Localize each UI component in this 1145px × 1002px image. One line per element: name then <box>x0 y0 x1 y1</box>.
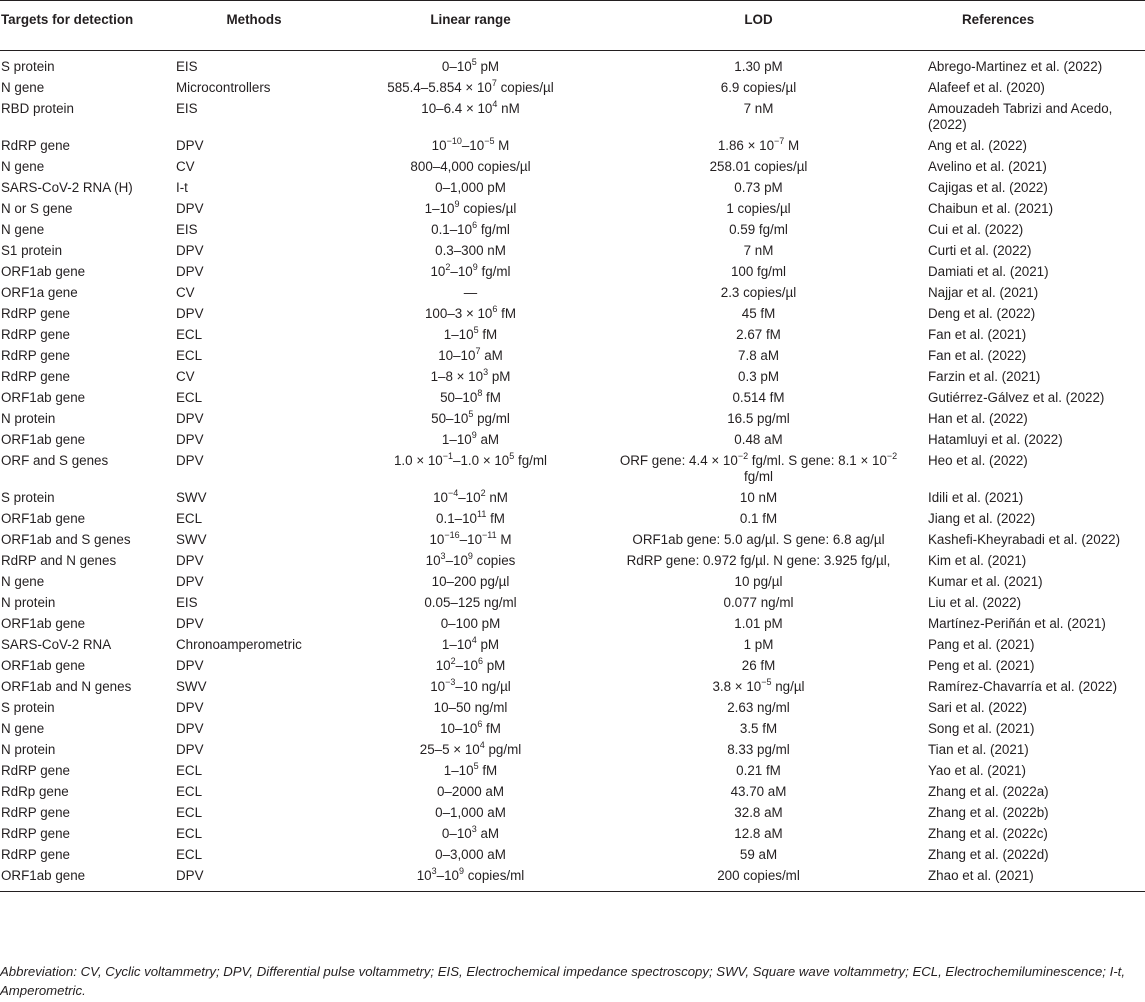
cell-method: SWV <box>176 679 207 694</box>
exponent: 4 <box>479 739 485 750</box>
cell-reference: Farzin et al. (2021) <box>928 369 1041 384</box>
cell-reference: Kumar et al. (2021) <box>928 574 1043 589</box>
cell-lod: 2.67 fM <box>736 327 781 342</box>
header-row <box>0 1 1145 51</box>
cell-reference: Amouzadeh Tabrizi and Acedo, (2022) <box>928 101 1113 132</box>
cell-reference: Alafeef et al. (2020) <box>928 80 1045 95</box>
cell-reference: Kim et al. (2021) <box>928 553 1027 568</box>
exponent: 7 <box>491 77 497 88</box>
table-row <box>0 719 1145 740</box>
table-row <box>0 698 1145 719</box>
cell-method: ECL <box>176 847 203 862</box>
exponent: 6 <box>477 718 483 729</box>
cell-lod: 0.514 fM <box>732 390 785 405</box>
cell-target: RBD protein <box>1 101 74 116</box>
cell-method: I-t <box>176 180 188 195</box>
exponent: 9 <box>454 198 460 209</box>
cell-target: RdRP gene <box>1 763 70 778</box>
cell-method: DPV <box>176 453 204 468</box>
table-row <box>0 782 1145 803</box>
cell-reference: Damiati et al. (2021) <box>928 264 1049 279</box>
exponent: 4 <box>492 98 498 109</box>
cell-method: SWV <box>176 532 207 547</box>
exponent: −1 <box>442 450 454 461</box>
abbreviation-footnote: Abbreviation: CV, Cyclic voltammetry; DPV, Differential pulse voltammetry; EIS, Electrochemical impedance spectroscopy; SWV, Square wave voltammetry; ECL, Electrochemiluminescence; I-t, Amperometric. <box>0 964 1125 998</box>
cell-lod: 0.21 fM <box>736 763 781 778</box>
cell-lod: 1.30 pM <box>734 59 783 74</box>
header-targets: Targets for detection <box>1 12 134 27</box>
cell-reference: Idili et al. (2021) <box>928 490 1024 505</box>
table-row <box>0 530 1145 551</box>
cell-linear-range: $25-5 \times 10^4$ pg/ml <box>419 739 522 757</box>
cell-reference: Kashefi-Kheyrabadi et al. (2022) <box>928 532 1121 547</box>
cell-reference: Fan et al. (2022) <box>928 348 1027 363</box>
cell-method: DPV <box>176 243 204 258</box>
cell-method: ECL <box>176 348 203 363</box>
cell-reference: Deng et al. (2022) <box>928 306 1036 321</box>
cell-target: N protein <box>1 411 56 426</box>
cell-linear-range: $1-10^5$ fM <box>443 324 498 342</box>
cell-linear-range: 0–1,000 aM <box>435 805 506 820</box>
exponent: 11 <box>477 508 487 519</box>
cell-reference: Curti et al. (2022) <box>928 243 1032 258</box>
cell-reference: Han et al. (2022) <box>928 411 1028 426</box>
cell-linear-range: $1-10^9$ aM <box>441 429 500 447</box>
cell-linear-range: $0.1-10^{11}$ fM <box>436 508 505 526</box>
cell-target: N gene <box>1 222 45 237</box>
cell-method: EIS <box>176 595 198 610</box>
cell-target: ORF1ab gene <box>1 868 86 883</box>
exponent: −7 <box>774 135 785 146</box>
cell-linear-range: $10^3-10^9$ copies <box>425 550 516 568</box>
cell-lod: 45 fM <box>741 306 776 321</box>
table-row <box>0 740 1145 761</box>
cell-reference: Liu et al. (2022) <box>928 595 1022 610</box>
table-body <box>0 51 1145 892</box>
cell-linear-range: 0–3,000 aM <box>435 847 506 862</box>
cell-method: DPV <box>176 553 204 568</box>
cell-target: ORF1ab and S genes <box>1 532 131 547</box>
cell-target: S1 protein <box>1 243 63 258</box>
cell-lod: 0.48 aM <box>734 432 783 447</box>
cell-linear-range: $10^{-3}-10$ ng/µl <box>430 676 511 694</box>
cell-method: DPV <box>176 138 204 153</box>
cell-lod: ORF1ab gene: 5.0 ag/µl. S gene: 6.8 ag/µl <box>632 532 885 547</box>
cell-linear-range: — <box>463 285 478 300</box>
table-row <box>0 614 1145 635</box>
cell-linear-range: $10^{-10}-10^{-5}$ M <box>431 135 510 153</box>
table-row <box>0 136 1145 157</box>
cell-linear-range: $1.0 \times 10^{-1}-1.0 \times 10^5$ fg/ml <box>393 450 548 468</box>
cell-method: DPV <box>176 658 204 673</box>
table-row <box>0 451 1145 488</box>
cell-lod: 12.8 aM <box>734 826 783 841</box>
cell-linear-range: 0.05–125 ng/ml <box>424 595 517 610</box>
cell-lod: 0.59 fg/ml <box>729 222 788 237</box>
cell-linear-range: 10–50 ng/ml <box>433 700 508 715</box>
exponent: 6 <box>492 303 498 314</box>
cell-method: DPV <box>176 432 204 447</box>
exponent: −3 <box>445 676 456 687</box>
cell-target: RdRP gene <box>1 369 70 384</box>
cell-method: DPV <box>176 742 204 757</box>
exponent: 3 <box>483 366 489 377</box>
cell-reference: Cui et al. (2022) <box>928 222 1024 237</box>
table-row <box>0 509 1145 530</box>
cell-target: RdRp gene <box>1 784 69 799</box>
cell-method: ECL <box>176 390 203 405</box>
cell-lod: 1 copies/µl <box>726 201 791 216</box>
cell-linear-range: $1-10^4$ pM <box>441 634 500 652</box>
cell-lod: 32.8 aM <box>734 805 783 820</box>
exponent: −10 <box>446 135 462 146</box>
exponent: 9 <box>471 429 477 440</box>
cell-method: DPV <box>176 721 204 736</box>
cell-lod: 3.5 fM <box>739 721 778 736</box>
cell-target: RdRP gene <box>1 306 70 321</box>
cell-linear-range: $0.1-10^6$ fg/ml <box>431 219 510 237</box>
table-row <box>0 304 1145 325</box>
cell-target: RdRP gene <box>1 327 70 342</box>
table-row <box>0 824 1145 845</box>
table-row <box>0 430 1145 451</box>
exponent: −16 <box>444 529 460 540</box>
cell-method: Chronoamperometric <box>176 637 302 652</box>
cell-reference: Cajigas et al. (2022) <box>928 180 1048 195</box>
exponent: 5 <box>509 450 515 461</box>
cell-lod: 0.077 ng/ml <box>723 595 794 610</box>
cell-lod: 0.73 pM <box>734 180 783 195</box>
cell-method: SWV <box>176 490 207 505</box>
cell-reference: Zhang et al. (2022a) <box>928 784 1049 799</box>
cell-reference: Hatamluyi et al. (2022) <box>928 432 1063 447</box>
cell-linear-range: $10^{-4}-10^2$ nM <box>433 487 508 505</box>
cell-lod: 10 pg/µl <box>734 574 783 589</box>
cell-target: ORF1ab gene <box>1 264 86 279</box>
header-references: References <box>962 12 1035 27</box>
table-row <box>0 346 1145 367</box>
exponent: 9 <box>467 550 473 561</box>
cell-target: N protein <box>1 595 56 610</box>
cell-reference: Pang et al. (2021) <box>928 637 1035 652</box>
cell-reference: Abrego-Martinez et al. (2022) <box>928 59 1103 74</box>
cell-lod: 16.5 pg/ml <box>727 411 790 426</box>
cell-method: ECL <box>176 826 203 841</box>
cell-linear-range: $10-10^6$ fM <box>440 718 501 736</box>
cell-target: SARS-CoV-2 RNA (H) <box>1 180 133 195</box>
table-row <box>0 488 1145 509</box>
table-row <box>0 220 1145 241</box>
header-linear-range: Linear range <box>430 12 511 27</box>
cell-method: EIS <box>176 222 198 237</box>
cell-lod: 7 nM <box>743 243 774 258</box>
table-row <box>0 677 1145 698</box>
exponent: 9 <box>472 261 478 272</box>
cell-target: S protein <box>1 700 55 715</box>
cell-linear-range: 0–100 pM <box>440 616 501 631</box>
cell-target: ORF and S genes <box>1 453 109 468</box>
cell-target: RdRP gene <box>1 138 70 153</box>
table-row <box>0 51 1145 79</box>
cell-method: DPV <box>176 201 204 216</box>
cell-target: RdRP gene <box>1 847 70 862</box>
cell-linear-range: $1-10^9$ copies/µl <box>424 198 517 216</box>
cell-lod: ORF gene: $4.4 \times 10^{-2}$ fg/ml. S gene: $8.1 \times 10^{-2}$ fg/ml <box>619 450 898 484</box>
cell-lod: 26 fM <box>741 658 776 673</box>
cell-lod: 0.3 pM <box>738 369 779 384</box>
table-row <box>0 572 1145 593</box>
cell-lod: 43.70 aM <box>730 784 787 799</box>
cell-target: ORF1ab and N genes <box>1 679 132 694</box>
cell-target: S protein <box>1 490 55 505</box>
cell-reference: Yao et al. (2021) <box>928 763 1027 778</box>
cell-method: DPV <box>176 700 204 715</box>
cell-method: DPV <box>176 411 204 426</box>
cell-reference: Fan et al. (2021) <box>928 327 1027 342</box>
cell-method: EIS <box>176 59 198 74</box>
cell-reference: Ramírez-Chavarría et al. (2022) <box>928 679 1118 694</box>
table-row <box>0 325 1145 346</box>
exponent: −5 <box>761 676 772 687</box>
cell-linear-range: $10^{-16}-10^{-11}$ M <box>429 529 512 547</box>
cell-target: N protein <box>1 742 56 757</box>
table-row <box>0 78 1145 99</box>
table-row <box>0 409 1145 430</box>
exponent: 9 <box>458 865 464 876</box>
table-header <box>0 1 1145 51</box>
cell-reference: Zhao et al. (2021) <box>928 868 1034 883</box>
table-row <box>0 241 1145 262</box>
exponent: 2 <box>480 487 486 498</box>
exponent: 3 <box>471 823 477 834</box>
cell-lod: 1.01 pM <box>734 616 783 631</box>
cell-method: DPV <box>176 868 204 883</box>
cell-lod: 8.33 pg/ml <box>727 742 790 757</box>
table-row <box>0 866 1145 892</box>
cell-linear-range: 800–4,000 copies/µl <box>410 159 531 174</box>
cell-method: EIS <box>176 101 198 116</box>
cell-linear-range: 0–1,000 pM <box>435 180 506 195</box>
cell-target: RdRP and N genes <box>1 553 117 568</box>
table-row <box>0 157 1145 178</box>
cell-lod: 0.1 fM <box>739 511 778 526</box>
cell-reference: Sari et al. (2022) <box>928 700 1027 715</box>
cell-lod: 10 nM <box>739 490 778 505</box>
cell-reference: Jiang et al. (2022) <box>928 511 1036 526</box>
cell-method: DPV <box>176 574 204 589</box>
cell-target: ORF1ab gene <box>1 390 86 405</box>
cell-target: ORF1ab gene <box>1 658 86 673</box>
exponent: 6 <box>477 655 483 666</box>
cell-linear-range: $10-10^7$ aM <box>438 345 503 363</box>
table-row <box>0 635 1145 656</box>
cell-target: ORF1ab gene <box>1 616 86 631</box>
cell-method: CV <box>176 285 195 300</box>
exponent: 2 <box>445 261 451 272</box>
exponent: 8 <box>477 387 483 398</box>
cell-target: ORF1a gene <box>1 285 78 300</box>
cell-target: N gene <box>1 80 45 95</box>
cell-linear-range: $10^2-10^6$ pM <box>435 655 506 673</box>
cell-reference: Avelino et al. (2021) <box>928 159 1047 174</box>
cell-target: S protein <box>1 59 55 74</box>
cell-reference: Peng et al. (2021) <box>928 658 1035 673</box>
exponent: 7 <box>475 345 481 356</box>
table-row <box>0 178 1145 199</box>
cell-linear-range: $50-10^5$ pg/ml <box>431 408 510 426</box>
cell-reference: Zhang et al. (2022b) <box>928 805 1049 820</box>
table-row <box>0 262 1145 283</box>
cell-reference: Song et al. (2021) <box>928 721 1035 736</box>
cell-reference: Gutiérrez-Gálvez et al. (2022) <box>928 390 1105 405</box>
cell-lod: 100 fg/ml <box>730 264 787 279</box>
exponent: −11 <box>482 529 497 540</box>
cell-lod: 2.63 ng/ml <box>727 700 790 715</box>
exponent: −2 <box>737 450 749 461</box>
cell-reference: Tian et al. (2021) <box>928 742 1029 757</box>
cell-lod: 200 copies/ml <box>717 868 800 883</box>
exponent: 2 <box>450 655 456 666</box>
header-methods: Methods <box>226 12 282 27</box>
cell-reference: Najjar et al. (2021) <box>928 285 1039 300</box>
table-row <box>0 656 1145 677</box>
table-row <box>0 99 1145 136</box>
cell-linear-range: $1-8 \times 10^3$ pM <box>430 366 511 384</box>
cell-lod: 7 nM <box>743 101 774 116</box>
cell-method: CV <box>176 159 195 174</box>
cell-target: N or S gene <box>1 201 73 216</box>
cell-target: ORF1ab gene <box>1 432 86 447</box>
cell-linear-range: 0–2000 aM <box>436 784 504 799</box>
cell-linear-range: $100-3 \times 10^6$ fM <box>424 303 517 321</box>
table-row <box>0 388 1145 409</box>
exponent: 3 <box>431 865 437 876</box>
exponent: 5 <box>473 760 479 771</box>
cell-method: Microcontrollers <box>176 80 271 95</box>
cell-linear-range: $10^3-10^9$ copies/ml <box>416 865 525 883</box>
cell-linear-range: $585.4-5.854 \times 10^7$ copies/µl <box>387 77 554 95</box>
cell-reference: Zhang et al. (2022d) <box>928 847 1049 862</box>
cell-linear-range: 10–200 pg/µl <box>431 574 510 589</box>
exponent: −2 <box>886 450 898 461</box>
table-row <box>0 761 1145 782</box>
exponent: 6 <box>472 219 478 230</box>
cell-method: CV <box>176 369 195 384</box>
cell-reference: Heo et al. (2022) <box>928 453 1028 468</box>
exponent: 5 <box>468 408 474 419</box>
cell-method: DPV <box>176 306 204 321</box>
cell-lod: 7.8 aM <box>738 348 779 363</box>
cell-target: N gene <box>1 159 45 174</box>
cell-target: RdRP gene <box>1 805 70 820</box>
cell-lod: 6.9 copies/µl <box>720 80 797 95</box>
cell-target: N gene <box>1 721 45 736</box>
cell-target: ORF1ab gene <box>1 511 86 526</box>
cell-reference: Chaibun et al. (2021) <box>928 201 1054 216</box>
table-row <box>0 593 1145 614</box>
table-row <box>0 551 1145 572</box>
table-row <box>0 367 1145 388</box>
cell-lod: RdRP gene: 0.972 fg/µl. N gene: 3.925 fg/µl, <box>626 553 891 568</box>
cell-lod: 1 pM <box>743 637 774 652</box>
cell-lod: 258.01 copies/µl <box>709 159 808 174</box>
header-lod: LOD <box>744 12 773 27</box>
cell-target: RdRP gene <box>1 826 70 841</box>
cell-linear-range: $10-6.4 \times 10^4$ nM <box>421 98 520 116</box>
cell-method: ECL <box>176 327 203 342</box>
exponent: 3 <box>440 550 446 561</box>
cell-lod: 59 aM <box>739 847 778 862</box>
cell-target: RdRP gene <box>1 348 70 363</box>
exponent: −4 <box>447 487 459 498</box>
cell-target: N gene <box>1 574 45 589</box>
cell-linear-range: $50-10^8$ fM <box>440 387 501 405</box>
exponent: 5 <box>473 324 479 335</box>
cell-linear-range: $10^2-10^9$ fg/ml <box>430 261 511 279</box>
cell-reference: Martínez-Periñán et al. (2021) <box>928 616 1106 631</box>
cell-linear-range: 0.3–300 nM <box>435 243 506 258</box>
cell-reference: Zhang et al. (2022c) <box>928 826 1048 841</box>
exponent: 4 <box>471 634 477 645</box>
cell-linear-range: $0-10^5$ pM <box>441 56 500 74</box>
cell-method: DPV <box>176 264 204 279</box>
cell-linear-range: $1-10^5$ fM <box>443 760 498 778</box>
exponent: −5 <box>484 135 495 146</box>
cell-lod: $3.8 \times 10^{-5}$ ng/µl <box>712 676 805 694</box>
cell-linear-range: $0-10^3$ aM <box>441 823 500 841</box>
cell-lod: $1.86 \times 10^{-7}$ M <box>717 135 800 153</box>
cell-method: ECL <box>176 511 203 526</box>
cell-method: DPV <box>176 616 204 631</box>
table-row <box>0 803 1145 824</box>
table-row <box>0 199 1145 220</box>
cell-lod: 2.3 copies/µl <box>720 285 797 300</box>
table-row <box>0 283 1145 304</box>
cell-method: ECL <box>176 805 203 820</box>
cell-reference: Ang et al. (2022) <box>928 138 1028 153</box>
table-row <box>0 845 1145 866</box>
cell-target: SARS-CoV-2 RNA <box>1 637 112 652</box>
cell-method: ECL <box>176 763 203 778</box>
cell-method: ECL <box>176 784 203 799</box>
exponent: 5 <box>471 56 477 67</box>
